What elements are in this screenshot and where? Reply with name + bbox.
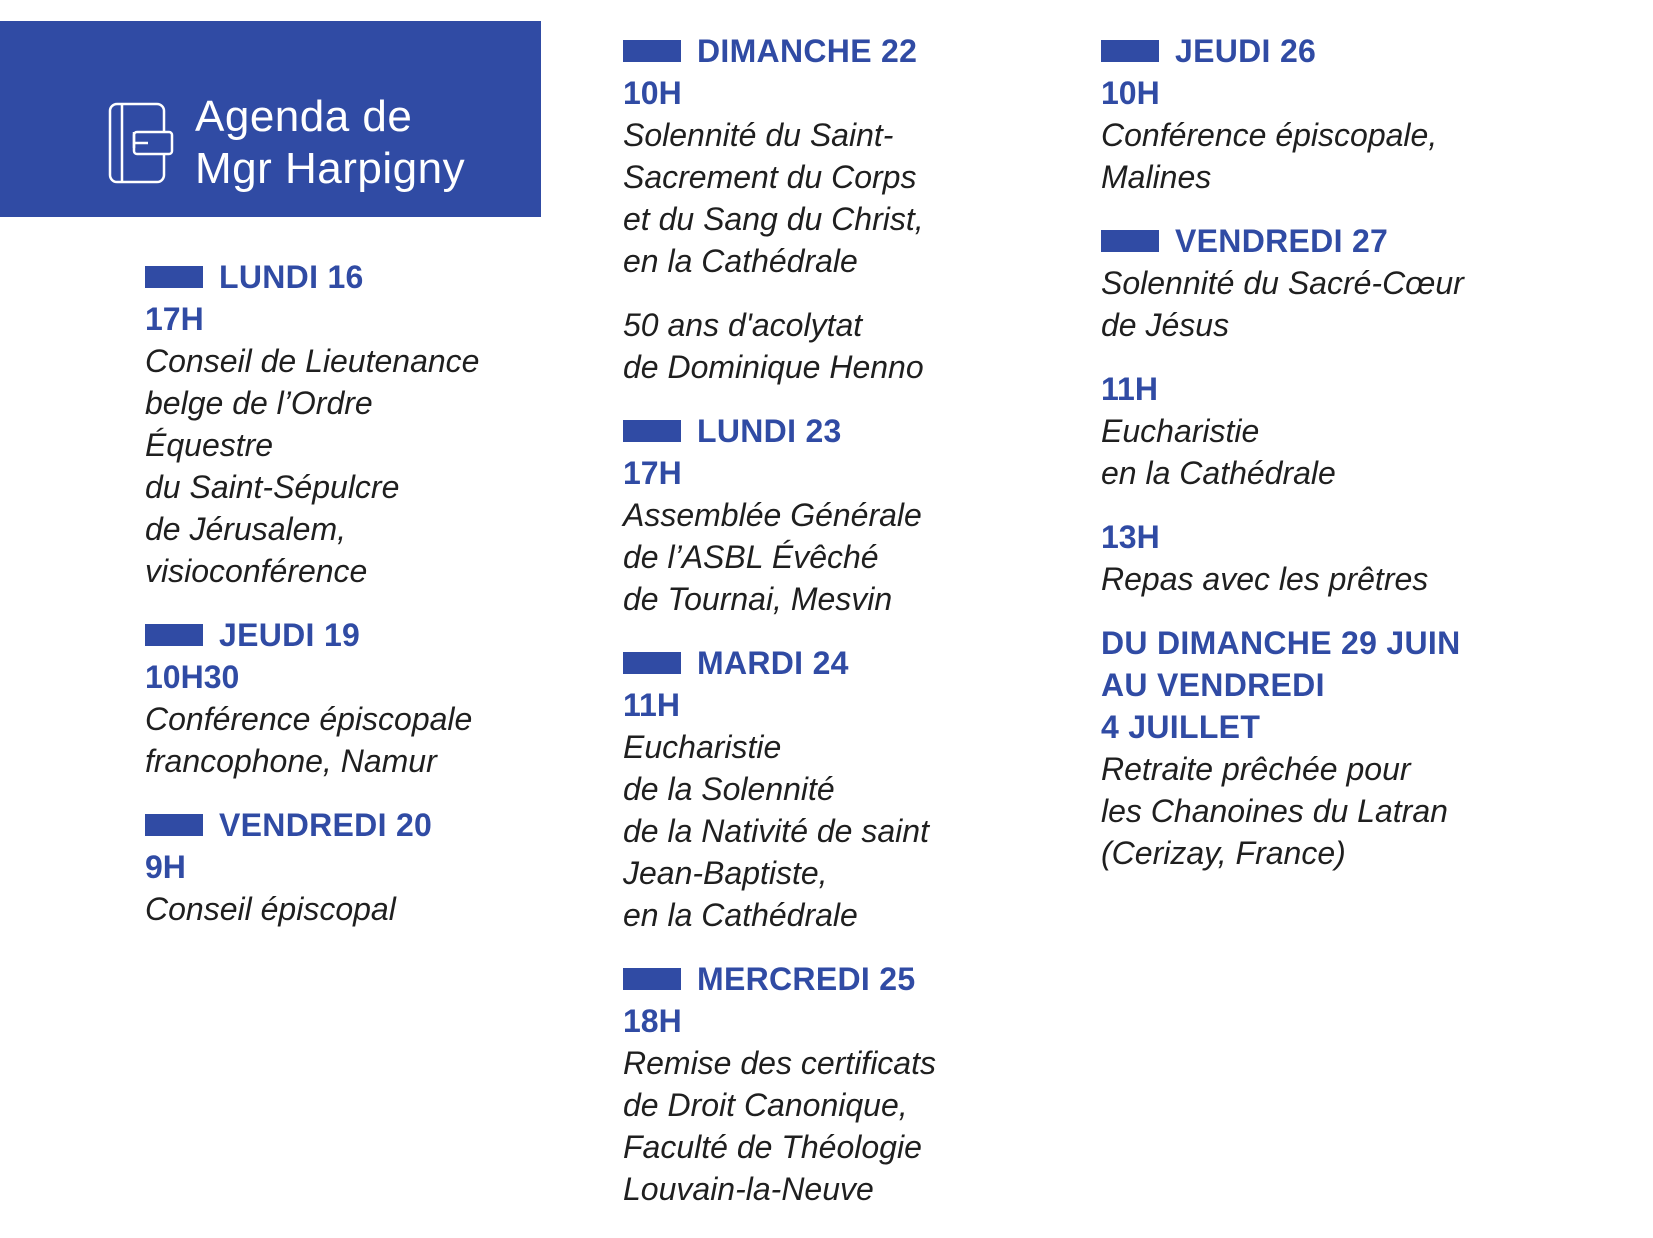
day-bar: [623, 40, 681, 62]
agenda-event: [145, 256, 545, 592]
event-description: 50 ans d'acolytat de Dominique Henno: [623, 307, 924, 385]
event-description: Conférence épiscopale francophone, Namur: [145, 701, 473, 779]
agenda-column-3: [1101, 30, 1621, 896]
day-heading: JEUDI 19: [145, 614, 545, 656]
agenda-column-1: [145, 256, 545, 952]
day-heading: VENDREDI 27: [1101, 220, 1621, 262]
agenda-event: [1101, 220, 1621, 600]
event-time: 17H: [623, 455, 682, 491]
day-bar: [145, 814, 203, 836]
date-range-heading: DU DIMANCHE 29 JUIN AU VENDREDI 4 JUILLET: [1101, 625, 1461, 745]
event-description: Solennité du Sacré-Cœur de Jésus: [1101, 265, 1464, 343]
day-heading: VENDREDI 20: [145, 804, 545, 846]
day-bar: [623, 420, 681, 442]
event-time: 18H: [623, 1003, 682, 1039]
day-heading: MARDI 24: [623, 642, 1063, 684]
event-time: 10H30: [145, 659, 240, 695]
day-bar: [145, 624, 203, 646]
day-heading: MERCREDI 25: [623, 958, 1063, 1000]
event-time: 11H: [1101, 371, 1158, 407]
page-title: Agenda de Mgr Harpigny: [195, 92, 466, 193]
day-heading: JEUDI 26: [1101, 30, 1621, 72]
event-description: Conseil de Lieutenance belge de l’Ordre Équestre du Saint-Sépulcre de Jérusalem, visioconférence: [145, 343, 480, 589]
agenda-event: [623, 958, 1063, 1210]
event-time: 17H: [145, 301, 204, 337]
event-description: Remise des certificats de Droit Canonique, Faculté de Théologie Louvain-la-Neuve: [623, 1045, 936, 1207]
day-bar: [145, 266, 203, 288]
day-bar: [1101, 230, 1159, 252]
day-bar: [623, 652, 681, 674]
event-description: Eucharistie de la Solennité de la Nativité de saint Jean-Baptiste, en la Cathédrale: [623, 729, 929, 933]
agenda-header: [0, 21, 541, 217]
event-description: Eucharistie en la Cathédrale: [1101, 413, 1336, 491]
day-heading: LUNDI 23: [623, 410, 1063, 452]
event-description: Solennité du Saint- Sacrement du Corps et du Sang du Christ, en la Cathédrale: [623, 117, 924, 279]
agenda-column-2: [623, 30, 1063, 1232]
agenda-event: [623, 30, 1063, 388]
agenda-event: [145, 614, 545, 782]
event-time: 9H: [145, 849, 186, 885]
agenda-book-icon: [108, 102, 174, 184]
event-description: Repas avec les prêtres: [1101, 561, 1429, 597]
agenda-event: [623, 642, 1063, 936]
day-heading: LUNDI 16: [145, 256, 545, 298]
event-time: 10H: [623, 75, 682, 111]
event-description: Assemblée Générale de l’ASBL Évêché de Tournai, Mesvin: [623, 497, 922, 617]
agenda-event: [623, 410, 1063, 620]
event-time: 10H: [1101, 75, 1160, 111]
event-description: Conférence épiscopale, Malines: [1101, 117, 1438, 195]
day-bar: [1101, 40, 1159, 62]
agenda-event: [145, 804, 545, 930]
event-description: Retraite prêchée pour les Chanoines du Latran (Cerizay, France): [1101, 751, 1448, 871]
day-heading: DIMANCHE 22: [623, 30, 1063, 72]
agenda-event: [1101, 30, 1621, 198]
event-time: 11H: [623, 687, 680, 723]
day-bar: [623, 968, 681, 990]
event-description: Conseil épiscopal: [145, 891, 396, 927]
agenda-event: [1101, 622, 1621, 874]
event-time: 13H: [1101, 519, 1160, 555]
